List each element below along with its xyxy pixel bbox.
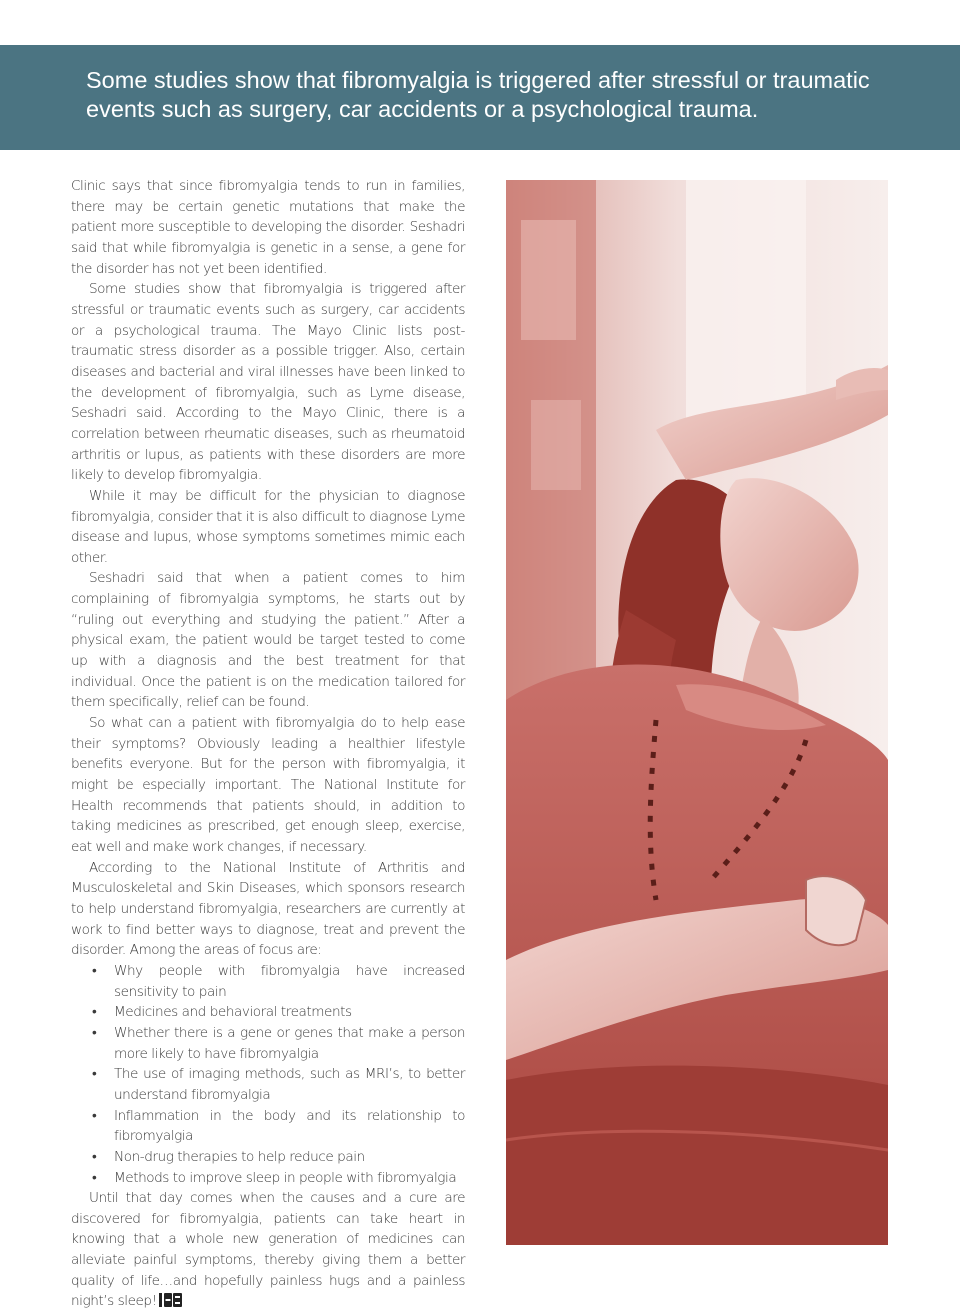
list-item-text: Whether there is a gene or genes that make a person more likely to have fibromyalgia: [114, 1024, 465, 1062]
photo-illustration: [506, 180, 888, 1245]
article-paragraph: While it may be difficult for the physician to diagnose fibromyalgia, consider that it is also difficult to diagnose Lyme disease and lupus, whose symptoms sometimes mimic each other.: [71, 487, 465, 566]
list-item-text: Why people with fibromyalgia have increased sensitivity to pain: [114, 962, 465, 1000]
list-item-text: Non-drug therapies to help reduce pain: [114, 1148, 365, 1165]
list-item: [71, 961, 465, 1002]
woman-in-pain-photo: [506, 180, 888, 1245]
list-item-text: Medicines and behavioral treatments: [114, 1004, 352, 1021]
bullet: •: [92, 1148, 97, 1165]
article-paragraph: So what can a patient with fibromyalgia do to help ease their symptoms? Obviously leading a healthier lifestyle benefits everyone. But for the person with fibromyalgia, it might be especially important. The National Institute for Health recommends that patients should, in addition to taking medicines as prescribed, get enough sleep, exercise, eat well and make work changes, if necessary.: [71, 715, 465, 855]
list-item: [71, 1106, 465, 1147]
list-item-text: Inflammation in the body and its relationship to fibromyalgia: [114, 1107, 465, 1145]
article-paragraph: According to the National Institute of Arthritis and Musculoskeletal and Skin Diseases, which sponsors research to help understand fibromyalgia, researchers are currently at work to find better ways to diagnose, treat and prevent the disorder. Among the areas of focus are:: [71, 859, 465, 959]
list-item: [71, 1168, 465, 1189]
list-item: [71, 1147, 465, 1168]
list-item: [71, 1002, 465, 1023]
bullet: •: [92, 962, 97, 979]
list-item: [71, 1064, 465, 1105]
article-paragraph: Clinic says that since fibromyalgia tends to run in families, there may be certain genetic mutations that make the patient more susceptible to developing the disorder. Seshadri said that while fibromyalgia is genetic in a sense, a gene for the disorder has not yet been identified.: [71, 178, 465, 277]
pull-quote: Some studies show that fibromyalgia is triggered after stressful or traumatic events such as surgery, car accidents or a psychological trauma.: [86, 67, 870, 122]
bullet: •: [92, 1066, 97, 1083]
bullet: •: [92, 1169, 97, 1186]
list-item-text: The use of imaging methods, such as MRI’s, to better understand fibromyalgia: [114, 1066, 465, 1103]
bullet: •: [92, 1004, 97, 1021]
list-item: [71, 1023, 465, 1064]
end-of-article-icon: [159, 1293, 183, 1307]
article-body: [71, 176, 465, 1312]
focus-areas-list: [71, 961, 465, 1188]
article-paragraph: Seshadri said that when a patient comes to him complaining of fibromyalgia symptoms, he starts out by “ruling out everything and studying the patient.” After a physical exam, the patient would be target tested to come up with a diagnosis and the best treatment for that individual. Once the patient is on the medication tailored for them specifically, relief can be found.: [71, 570, 465, 711]
closing-text: Until that day comes when the causes and a cure are discovered for fibromyalgia, patients can take heart in knowing that a whole new generation of medicines can alleviate painful symptoms, thereby giving them a better quality of life…and hopefully painless hugs and a painless night’s sleep!: [71, 1190, 465, 1310]
bullet: •: [92, 1024, 97, 1041]
bullet: •: [92, 1107, 97, 1124]
article-closing-paragraph: [71, 1188, 465, 1312]
list-item-text: Methods to improve sleep in people with fibromyalgia: [114, 1169, 457, 1186]
article-paragraph: Some studies show that fibromyalgia is triggered after stressful or traumatic events such as surgery, car accidents or a psychological trauma. The Mayo Clinic lists post-traumatic stress disorder as a possible trigger. Also, certain diseases and bacterial and viral illnesses have been linked to the development of fibromyalgia, such as Lyme disease, Seshadri said. According to the Mayo Clinic, there is a correlation between rheumatic diseases, such as rheumatoid arthritis or lupus, as patients with these disorders are more likely to develop fibromyalgia.: [71, 281, 465, 484]
